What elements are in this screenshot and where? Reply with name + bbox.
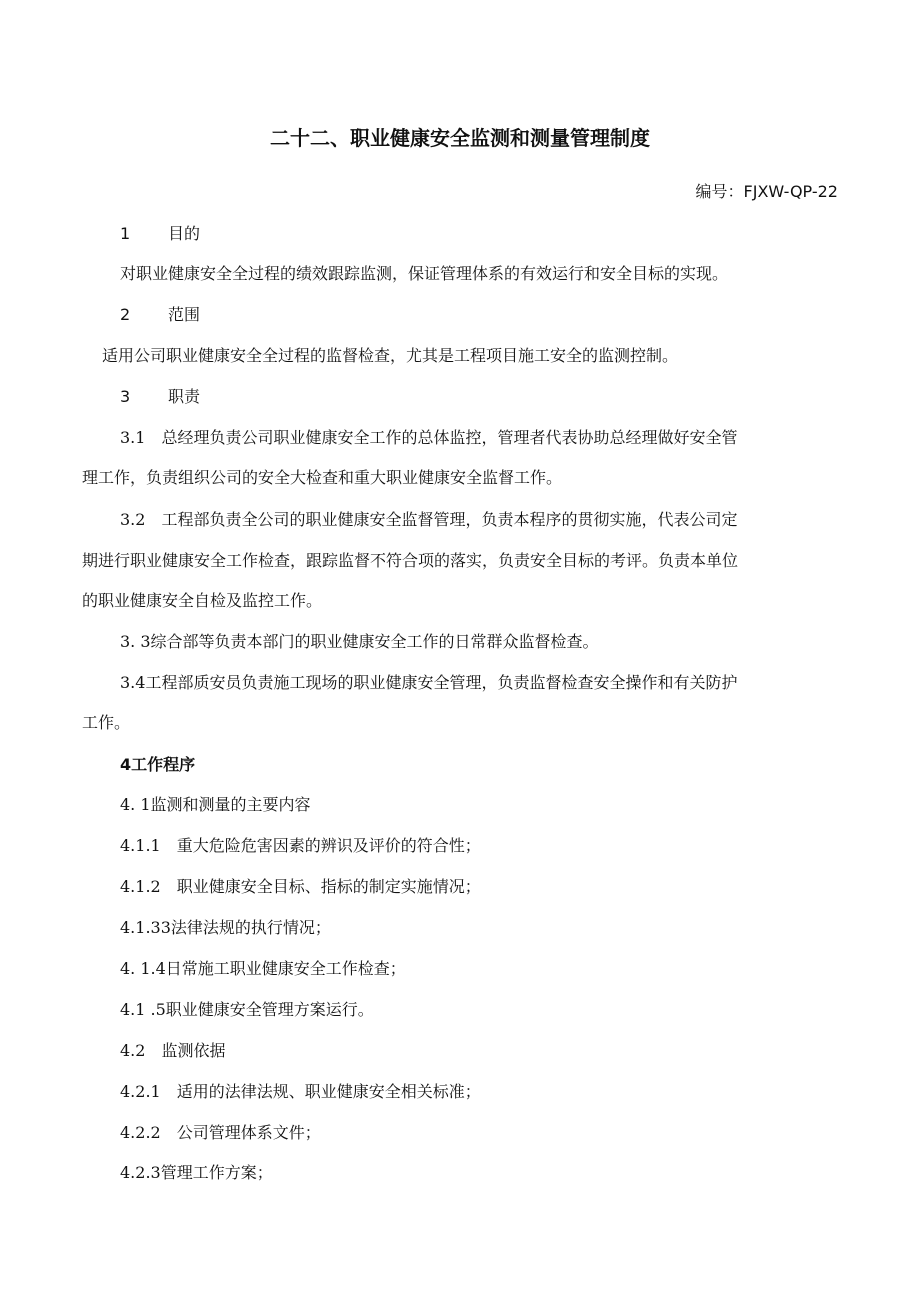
paragraph-line: 3. 3综合部等负责本部门的职业健康安全工作的日常群众监督检查。 xyxy=(120,632,599,651)
list-item: 4.1.1 重大危险危害因素的辨识及评价的符合性； xyxy=(120,836,481,855)
list-item: 4.2 监测依据 xyxy=(120,1041,226,1060)
scope-text: 适用公司职业健康安全全过程的监督检查，尤其是工程项目施工安全的监测控制。 xyxy=(102,346,679,365)
section-heading-purpose xyxy=(120,222,200,246)
list-item: 4. 1.4日常施工职业健康安全工作检查； xyxy=(120,959,406,978)
paragraph-line: 期进行职业健康安全工作检查，跟踪监督不符合项的落实，负责安全目标的考评。负责本单位 xyxy=(82,551,739,570)
paragraph-line: 工作。 xyxy=(82,713,131,732)
list-item: 4.2.2 公司管理体系文件； xyxy=(120,1123,321,1142)
document-number: 编号：FJXW-QP-22 xyxy=(695,182,838,201)
paragraph-line: 理工作，负责组织公司的安全大检查和重大职业健康安全监督工作。 xyxy=(82,468,563,487)
document-title: 二十二、职业健康安全监测和测量管理制度 xyxy=(270,126,650,150)
list-item: 4.1.33法律法规的执行情况； xyxy=(120,918,331,937)
section-heading-scope xyxy=(120,303,200,327)
section-heading-procedure: 4工作程序 xyxy=(120,755,196,774)
paragraph-line: 的职业健康安全自检及监控工作。 xyxy=(82,591,323,610)
section-heading-responsibilities xyxy=(120,385,200,409)
paragraph-line: 3.1 总经理负责公司职业健康安全工作的总体监控，管理者代表协助总经理做好安全管 xyxy=(120,428,738,447)
section-number: 2 xyxy=(120,305,131,324)
section-label: 职责 xyxy=(168,387,201,406)
purpose-text: 对职业健康安全全过程的绩效跟踪监测，保证管理体系的有效运行和安全目标的实现。 xyxy=(120,264,729,283)
section-number: 3 xyxy=(120,387,131,406)
section-label: 目的 xyxy=(168,224,201,243)
section-number: 1 xyxy=(120,224,131,243)
list-item: 4.2.3管理工作方案； xyxy=(120,1163,273,1182)
list-item: 4.1.2 职业健康安全目标、指标的制定实施情况； xyxy=(120,877,481,896)
list-item: 4.1 .5职业健康安全管理方案运行。 xyxy=(120,1000,374,1019)
list-item: 4.2.1 适用的法律法规、职业健康安全相关标准； xyxy=(120,1082,481,1101)
paragraph-line: 3.4工程部质安员负责施工现场的职业健康安全管理，负责监督检查安全操作和有关防护 xyxy=(120,673,738,692)
paragraph-line: 3.2 工程部负责全公司的职业健康安全监督管理，负责本程序的贯彻实施，代表公司定 xyxy=(120,510,738,529)
list-item: 4. 1监测和测量的主要内容 xyxy=(120,795,311,814)
section-label: 范围 xyxy=(168,305,201,324)
